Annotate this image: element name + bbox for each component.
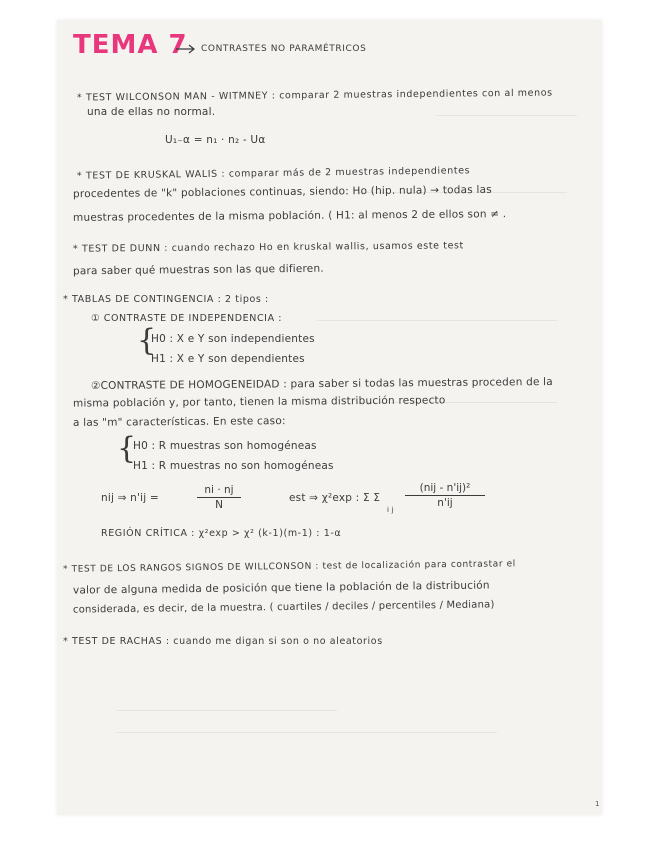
homogeneidad-line-1: ②CONTRASTE DE HOMOGENEIDAD : para saber si todas las muestras proceden de la [90,375,553,393]
h0-homogeneidad: H0 : R muestras son homogéneas [133,440,317,452]
wilcoxon-line-2: una de ellas no normal. [87,106,216,118]
fraction-denominator: N [215,499,223,511]
dunn-line-2: para saber qué muestras son las que difieren. [72,262,324,278]
nij-formula: nij ⇒ n'ij = [101,492,159,504]
chi-fraction [405,482,485,509]
bleed-through-line [117,710,337,711]
kruskal-line-2: procedentes de "k" poblaciones continuas, siendo: Ho (hip. nula) → todas las [72,183,492,201]
fraction-numerator: ni · nj [204,484,234,496]
brace-independencia: { [137,323,157,358]
kruskal-line-1: * TEST DE KRUSKAL WALIS : comparar más de 2 muestras independientes [76,165,471,182]
h1-homogeneidad: H1 : R muestras no son homogéneas [133,460,334,472]
rachas-line-1: * TEST DE RACHAS : cuando me digan si son o no aleatorios [63,636,383,647]
fraction-denominator: n'ij [437,497,453,509]
tablas-heading: * TABLAS DE CONTINGENCIA : 2 tipos : [63,294,269,305]
rangos-line-2: valor de alguna medida de posición que tiene la población de la distribución [72,579,490,597]
fraction-numerator: (nij - n'ij)² [419,482,471,494]
region-critica: REGIÓN CRÍTICA : χ²exp > χ² (k-1)(m-1) : 1-α [101,528,342,539]
est-subscripts: i j [387,506,394,514]
homogeneidad-line-2: misma población y, por tanto, tienen la misma distribución respecto [72,394,446,410]
h1-independencia: H1 : X e Y son dependientes [151,353,305,365]
dunn-line-1: * TEST DE DUNN : cuando rechazo Ho en kruskal wallis, usamos este test [72,240,464,255]
page-number: 1 [595,800,600,808]
h0-independencia: H0 : X e Y son independientes [151,333,315,345]
page-subtitle: CONTRASTES NO PARAMÉTRICOS [201,44,367,54]
bleed-through-line [437,115,577,116]
wilcoxon-line-1: * TEST WILCONSON MAN - WITMNEY : comparar 2 muestras independientes con al menos [76,87,553,104]
rangos-line-1: * TEST DE LOS RANGOS SIGNOS DE WILLCONSON : test de localización para contrastar el [62,559,516,575]
arrow-right-icon [175,44,197,54]
rangos-line-3: considerada, es decir, de la muestra. ( cuartiles / deciles / percentiles / Mediana) [72,599,495,616]
bleed-through-line [117,732,497,733]
independencia-heading: ① CONTRASTE DE INDEPENDENCIA : [91,313,283,324]
homogeneidad-line-3: a las "m" características. En este caso: [72,415,286,429]
nij-fraction [197,484,241,511]
brace-homogeneidad: { [117,431,137,466]
page-title: TEMA 7 [73,30,188,60]
est-formula: est ⇒ χ²exp : Σ Σ [289,492,381,504]
kruskal-line-3: muestras procedentes de la misma población. ( H1: al menos 2 de ellos son ≠ . [72,208,507,224]
wilcoxon-formula: U₁₋α = n₁ · n₂ - Uα [165,134,266,146]
bleed-through-line [317,320,557,321]
notebook-page [57,20,602,815]
